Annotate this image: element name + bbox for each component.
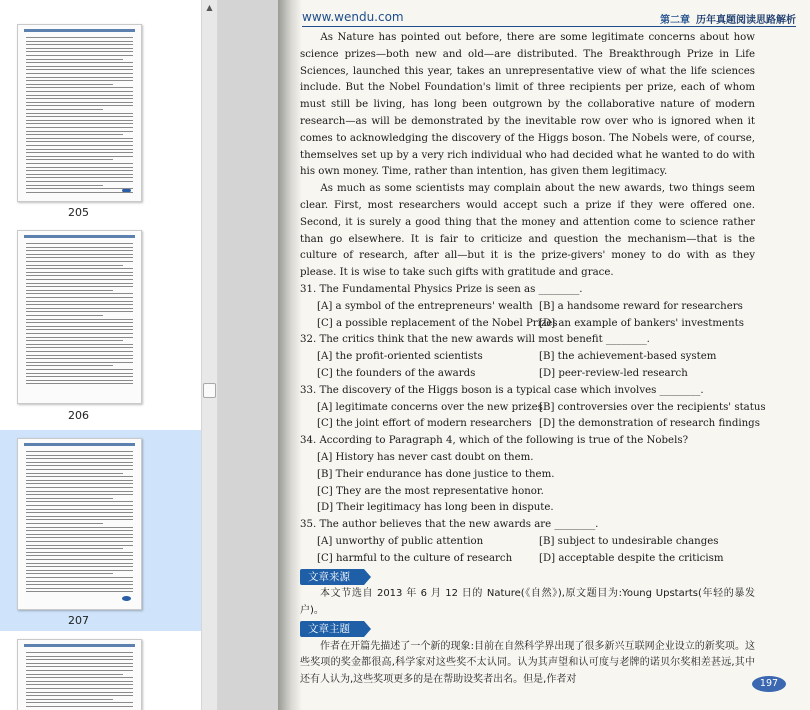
thumbnail-text-line: [26, 376, 133, 377]
thumbnail-text-line: [26, 563, 133, 564]
thumbnail-text-line: [26, 577, 133, 578]
answer-option: [B] a handsome reward for researchers: [539, 300, 743, 312]
thumbnail-text-line: [26, 656, 133, 657]
thumbnail-text-line: [26, 159, 113, 160]
thumbnail-text-line: [26, 699, 113, 700]
thumbnail-text-line: [26, 695, 133, 696]
answer-option: [B] controversies over the recipients' status: [539, 401, 766, 413]
thumbnail-text-line: [26, 369, 133, 370]
thumbnail-text-line: [26, 48, 133, 49]
thumbnail-text-line: [26, 91, 133, 92]
thumbnail-text-line: [26, 462, 133, 463]
thumbnail-text-line: [26, 167, 133, 168]
thumbnail-text-line: [26, 483, 133, 484]
thumbnail-text-line: [26, 272, 133, 273]
question-stem: 32. The critics think that the new awards will most benefit ________.: [300, 334, 650, 346]
thumbnail-text-line: [26, 311, 133, 312]
thumbnail-text-line: [26, 383, 133, 384]
answer-option: [B] Their endurance has done justice to them.: [317, 468, 555, 480]
thumbnail-text-line: [26, 77, 133, 78]
scroll-up-arrow-icon[interactable]: ▲: [206, 3, 213, 12]
page-number-label: 207: [68, 614, 89, 627]
thumbnail-text-line: [26, 84, 113, 85]
thumbnail-text-line: [26, 141, 133, 142]
thumbnail-text-line: [26, 494, 133, 495]
thumbnail-text-line: [26, 62, 133, 63]
section-tag-theme: 文章主题: [300, 621, 364, 637]
thumbnail-text-line: [26, 329, 133, 330]
answer-option: [D] Their legitimacy has long been in dispute.: [317, 502, 554, 514]
question-stem: 35. The author believes that the new awards are ________.: [300, 519, 599, 531]
thumbnail-text-line: [26, 290, 113, 291]
thumbnail-item-selected[interactable]: [0, 430, 201, 631]
thumbnail-text-line: [26, 498, 113, 499]
thumbnail-text-line: [26, 659, 133, 660]
thumbnail-text-line: [26, 308, 133, 309]
thumbnail-text-line: [26, 534, 133, 535]
chapter-number: 第二章: [660, 15, 690, 26]
question-block: [300, 332, 755, 382]
thumbnail-text-line: [26, 476, 133, 477]
page-body: [300, 30, 766, 689]
thumbnail-text-line: [26, 44, 133, 45]
thumbnail-text-line: [26, 702, 133, 703]
thumbnail-text-line: [26, 275, 133, 276]
answer-option: [B] the achievement-based system: [539, 351, 717, 363]
thumbnail-text-line: [26, 677, 133, 678]
thumbnail-text-line: [26, 257, 133, 258]
thumbnail-text-line: [26, 163, 133, 164]
thumbnail-text-line: [26, 131, 133, 132]
thumbnail-text-line: [26, 591, 133, 592]
thumbnail-text-line: [26, 670, 133, 671]
thumbnail-text-line: [26, 301, 133, 302]
thumbnail-text-line: [26, 297, 133, 298]
thumbnail-text-line: [26, 537, 133, 538]
thumbnail-text-line: [26, 55, 133, 56]
question-block: [300, 282, 755, 332]
thumbnail-text-line: [26, 358, 133, 359]
thumbnail-text-line: [26, 283, 133, 284]
thumbnail-text-line: [26, 552, 133, 553]
thumbnail-text-line: [26, 380, 133, 381]
answer-option: [C] a possible replacement of the Nobel Prizes: [317, 317, 558, 329]
thumbnail-text-line: [26, 688, 133, 689]
answer-options: [300, 534, 755, 568]
thumbnail-text-line: [26, 351, 133, 352]
question-stem: 31. The Fundamental Physics Prize is seen as ________.: [300, 283, 583, 295]
page-number-badge: 197: [752, 676, 786, 692]
thumbnail-text-line: [26, 455, 133, 456]
thumbnail-text-line: [26, 355, 133, 356]
document-viewer[interactable]: [218, 0, 810, 710]
thumbnail-text-line: [26, 674, 123, 675]
thumbnail-text-line: [26, 116, 133, 117]
thumbnail-text-line: [26, 120, 133, 121]
thumbnail-text-line: [26, 491, 133, 492]
section-tag-source: 文章来源: [300, 569, 364, 585]
thumbnail-text-line: [26, 684, 133, 685]
thumbnail-text-line: [26, 530, 133, 531]
question-block: [300, 433, 755, 517]
thumbnail-text-line: [26, 326, 133, 327]
thumbnail-text-line: [26, 566, 133, 567]
page-number-label: 205: [68, 206, 89, 219]
thumbnail-text-line: [26, 545, 133, 546]
thumbnail-text-line: [26, 188, 133, 189]
thumbnail-text-line: [26, 344, 133, 345]
answer-options: [300, 299, 755, 333]
thumbnail-text-line: [26, 87, 133, 88]
thumbnail-text-line: [26, 286, 133, 287]
thumbnail-text-line: [26, 541, 133, 542]
chapter-name: 历年真题阅读思路解析: [696, 15, 796, 26]
page-thumbnail[interactable]: [17, 230, 142, 404]
thumbnail-text-line: [26, 347, 133, 348]
thumbnail-text-line: [26, 570, 133, 571]
answer-option: [D] the demonstration of research findings: [539, 418, 760, 430]
thumbnail-text-line: [26, 581, 133, 582]
thumbnail-item[interactable]: [0, 631, 201, 710]
thumbnail-text-line: [26, 95, 133, 96]
thumbnail-text-line: [26, 261, 133, 262]
thumbnail-text-line: [26, 573, 113, 574]
thumbnail-text-line: [26, 181, 133, 182]
thumbnail-text-line: [26, 458, 133, 459]
thumbnail-text-line: [26, 80, 133, 81]
thumbnail-text-line: [26, 127, 133, 128]
thumbnail-text-line: [26, 37, 133, 38]
answer-option: [C] the joint effort of modern researchers: [317, 418, 532, 430]
question-block: [300, 383, 766, 433]
thumbnail-text-line: [26, 177, 133, 178]
page-thumbnail[interactable]: [17, 438, 142, 610]
thumbnail-text-line: [26, 559, 133, 560]
thumbnail-text-line: [26, 51, 133, 52]
thumbnail-text-line: [26, 315, 103, 316]
answer-option: [D] acceptable despite the criticism: [539, 552, 724, 564]
thumbnail-text-line: [26, 584, 133, 585]
thumbnail-text-line: [26, 588, 133, 589]
thumbnail-text-line: [26, 519, 133, 520]
running-header: [302, 10, 796, 27]
thumbnail-text-line: [26, 681, 133, 682]
thumbnail-text-line: [26, 666, 133, 667]
page-thumbnail[interactable]: [17, 639, 142, 710]
thumbnail-text-line: [26, 527, 133, 528]
thumbnail-text-line: [26, 652, 133, 653]
answer-option: [A] the profit-oriented scientists: [317, 351, 483, 363]
answer-option: [D] peer-review-led research: [539, 367, 688, 379]
thumbnail-text-line: [26, 170, 133, 171]
thumbnail-text-line: [26, 69, 133, 70]
thumbnail-text-line: [26, 322, 133, 323]
answer-option: [B] subject to undesirable changes: [539, 535, 719, 547]
thumbnail-text-line: [26, 254, 133, 255]
thumbnail-text-line: [26, 487, 133, 488]
question-block: [300, 517, 755, 567]
thumbnail-text-line: [26, 516, 133, 517]
page-number-label: 206: [68, 409, 89, 422]
thumbnail-text-line: [26, 149, 133, 150]
thumbnail-text-line: [26, 109, 103, 110]
answer-option: [A] History has never cast doubt on them.: [317, 451, 534, 463]
thumbnail-text-line: [26, 123, 133, 124]
thumbnail-text-line: [26, 548, 123, 549]
thumbnail-text-line: [26, 185, 103, 186]
thumbnail-text-line: [26, 113, 133, 114]
answer-option: [C] They are the most representative honor.: [317, 485, 544, 497]
vertical-scrollbar[interactable]: [201, 0, 218, 710]
theme-paragraph: 作者在开篇先描述了一个新的现象:目前在自然科学界出现了很多新兴互联网企业设立的新奖项。这些奖项的奖金都很高,科学家对这些奖不太认同。认为其声望和认可度与老牌的诺贝尔奖相差甚远,其中还有人认为,这些奖项更多的是在帮助设奖者出名。但是,作者对: [300, 640, 755, 686]
answer-option: [A] unworthy of public attention: [317, 535, 484, 547]
thumbnail-item[interactable]: [0, 225, 201, 430]
question-stem: 34. According to Paragraph 4, which of the following is true of the Nobels?: [300, 435, 689, 447]
thumbnail-text-line: [26, 59, 123, 60]
scrollbar-thumb[interactable]: [203, 383, 216, 398]
thumbnail-text-line: [26, 265, 123, 266]
paragraph: As Nature has pointed out before, there are some legitimate concerns about how science prizes—both new and old—are distributed. The Breakthrough Prize in Life Sciences, launched this year, takes an unrepresentative view of what the life sciences include. But the Nobel Foundation's limit of three recipients per prize, each of whom must still be living, has long been outgrown by the collaborative nature of modern research—as will be demonstrated by the inevitable row over who is ignored when it comes to acknowledging the discovery of the Higgs boson. The Nobels were, of course, themselves set up by a very rich individual who had decided what he wanted to do with his own money. Time, rather than intention, has given them legitimacy.: [300, 32, 755, 178]
thumbnail-text-line: [26, 469, 133, 470]
thumbnail-text-line: [26, 465, 133, 466]
thumbnail-text-line: [26, 373, 133, 374]
page-thumbnail-sidebar: [0, 0, 201, 710]
thumbnail-text-line: [26, 451, 133, 452]
thumbnail-text-line: [26, 134, 123, 135]
thumbnail-text-line: [26, 156, 133, 157]
thumbnail-text-line: [26, 138, 133, 139]
thumbnail-text-line: [26, 480, 133, 481]
thumbnail-text-line: [26, 304, 133, 305]
thumbnail-text-line: [26, 293, 133, 294]
thumbnail-text-line: [26, 250, 133, 251]
thumbnail-text-line: [26, 333, 133, 334]
thumbnail-text-line: [26, 523, 103, 524]
answer-options: [300, 450, 755, 517]
answer-options: [300, 400, 766, 434]
paragraph: As much as some scientists may complain about the new awards, two things seem clear. First, most researchers would accept such a prize if they were offered one. Second, it is surely a good thing that the money and attention come to science rather than go elsewhere. It is fair to criticize and question the mechanism—that is the culture of research, after all—but it is the prize-givers' money to do with as they please. It is wise to take such gifts with gratitude and grace.: [300, 183, 755, 279]
thumbnail-text-line: [26, 41, 133, 42]
thumbnail-text-line: [26, 98, 133, 99]
thumbnail-item[interactable]: [0, 0, 201, 225]
thumbnail-text-line: [26, 692, 133, 693]
site-url: www.wendu.com: [302, 10, 404, 24]
source-paragraph: 本文节选自 2013 年 6 月 12 日的 Nature(《自然》),原文题目为:Young Upstarts(年轻的暴发户)。: [300, 588, 755, 617]
thumbnail-text-line: [26, 505, 133, 506]
answer-option: [C] the founders of the awards: [317, 367, 476, 379]
document-page: [278, 0, 810, 710]
page-thumbnail[interactable]: [17, 24, 142, 202]
thumbnail-text-line: [26, 512, 133, 513]
page-binding-shadow: [278, 0, 302, 710]
thumbnail-text-line: [26, 243, 133, 244]
thumbnail-text-line: [26, 337, 133, 338]
thumbnail-text-line: [26, 192, 133, 193]
thumbnail-text-line: [26, 174, 133, 175]
thumbnail-text-line: [26, 365, 113, 366]
thumbnail-text-line: [26, 279, 133, 280]
answer-option: [C] harmful to the culture of research: [317, 552, 513, 564]
thumbnail-text-line: [26, 340, 123, 341]
thumbnail-text-line: [26, 247, 133, 248]
thumbnail-text-line: [26, 66, 133, 67]
thumbnail-text-line: [26, 145, 133, 146]
thumbnail-text-line: [26, 319, 133, 320]
answer-option: [A] legitimate concerns over the new prizes: [317, 401, 543, 413]
thumbnail-text-line: [26, 509, 133, 510]
thumbnail-text-line: [26, 501, 133, 502]
thumbnail-text-line: [26, 102, 133, 103]
thumbnail-text-line: [26, 73, 133, 74]
thumbnail-text-line: [26, 362, 133, 363]
chapter-title: [660, 11, 796, 26]
answer-options: [300, 349, 755, 383]
thumbnail-text-line: [26, 555, 133, 556]
answer-option: [A] a symbol of the entrepreneurs' wealth: [317, 300, 533, 312]
thumbnail-text-line: [26, 663, 133, 664]
answer-option: [D] an example of bankers' investments: [539, 317, 744, 329]
thumbnail-text-line: [26, 473, 123, 474]
thumbnail-text-line: [26, 105, 133, 106]
question-stem: 33. The discovery of the Higgs boson is a typical case which involves ________.: [300, 384, 704, 396]
thumbnail-text-line: [26, 152, 133, 153]
thumbnail-text-line: [26, 268, 133, 269]
thumbnail-text-line: [26, 706, 133, 707]
